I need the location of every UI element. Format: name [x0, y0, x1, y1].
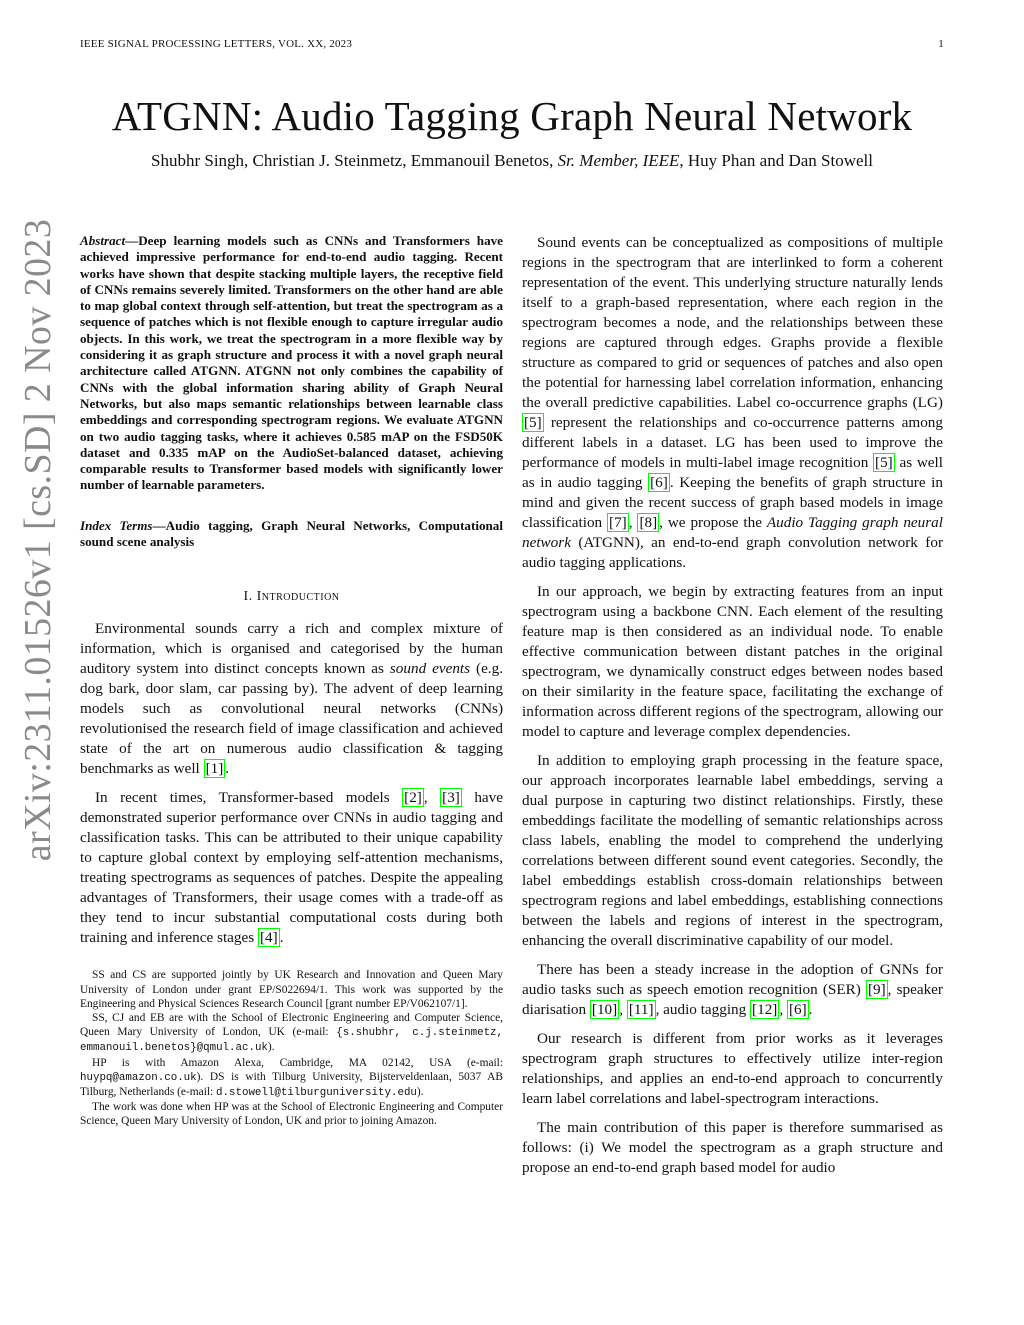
citation-link[interactable]: [4] [259, 929, 278, 947]
citation-link[interactable]: [5] [524, 414, 542, 431]
body-paragraph-5: Our research is different from prior works as it leverages spectrogram graph structures to effectively utilize inter-region relationships, and applies an end-to-end approach to concurrently learn label correlations and label-spectrogram interactions. [522, 1030, 943, 1107]
paper-title: ATGNN: Audio Tagging Graph Neural Network [111, 93, 913, 139]
page-number: 1 [938, 38, 944, 50]
abstract [80, 233, 503, 494]
citation-link[interactable]: [6] [788, 1001, 807, 1018]
citation-link[interactable]: [6] [650, 474, 668, 491]
left-column [80, 233, 503, 1129]
citation-link[interactable]: [1] [205, 760, 224, 778]
arxiv-identifier-stamp: arXiv:2311.01526v1 [cs.SD] 2 Nov 2023 [17, 218, 59, 862]
citation-link[interactable]: [8] [639, 514, 658, 531]
body-paragraph-1: Sound events can be conceptualized as compositions of multiple regions in the spectrogram that are interlinked to form a coherent representation of the event. This underlying structure naturally lends itself to a graph-based representation, where each region in the spectrogram becomes a node, and the relationships between these regions are captured through edges. Graphs provide a flexible structure as compared to grid or sequences of patches and also open the potential for harnessing label correlation information, enhancing the overall predictive capabilities. Label co-occurrence graphs (LG) [5] represent the relationships and co-occurrence patterns among different labels in a dataset. LG has been used to improve the performance of models in multi-label image recognition [5] as well as in audio tagging [6] . Keeping the benefits of graph structure in mind and given the recent success of graph based models in image classification [7] , [8] , we propose the Audio Tagging graph neural network (ATGNN), an end-to-end graph convolution network for audio tagging applications. [522, 234, 943, 571]
body-paragraph-4: There has been a steady increase in the adoption of GNNs for audio tasks such as speech emotion recognition (SER) [9] , speaker diarisation [10] , [11] , audio tagging [12] , [6] . [522, 961, 943, 1018]
index-terms-label: Index Terms [80, 517, 153, 533]
citation-link[interactable]: [12] [752, 1001, 778, 1018]
citation-link[interactable]: [10] [591, 1001, 618, 1018]
running-header: IEEE SIGNAL PROCESSING LETTERS, VOL. XX, 2023 [80, 38, 353, 50]
abstract-text: —Deep learning models such as CNNs and Transformers have achieved impressive performance for end-to-end audio tagging. Recent works have shown that despite stacking multiple layers, the receptive field of CNNs remains severely limited. Transformers on the other hand are able to map global context through self-attention, but treat the spectrogram as a sequence of patches which is not flexible enough to capture irregular audio objects. In this work, we treat the spectrogram in a more flexible way by considering it as graph structure and process it with a novel graph neural architecture called ATGNN. ATGNN not only combines the capability of CNNs with the global information sharing ability of Graph Neural Networks, but also maps semantic relationships between learnable class embeddings and corresponding spectrogram regions. We evaluate ATGNN on two audio tagging tasks, where it achieves 0.585 mAP on the FSD50K dataset and 0.335 mAP on the AudioSet-balanced dataset, achieving comparable results to Transformer based models with significantly lower number of learnable parameters. [80, 233, 503, 493]
body-paragraph-3: In addition to employing graph processing in the feature space, our approach incorporates learnable label embeddings, serving a dual purpose in capturing two distinct relationships. Firstly, these embeddings facilitate the modelling of semantic relationships across class labels, enabling the model to comprehend the underlying correlations between different sound event categories. Secondly, the label embeddings establish cross-domain relationships between spectrogram regions and label embeddings, establishing connections between the labels and regions of interest in the spectrogram, enhancing the overall discriminative capability of our model. [522, 752, 943, 949]
email-address[interactable]: huypq@amazon.co.uk [80, 1071, 197, 1084]
body-paragraph-2: In our approach, we begin by extracting features from an input spectrogram using a backbone CNN. Each element of the resulting feature map is then considered as an individual node. To enable effective communication between distant patches in the original spectrogram, we dynamically construct edges between nodes based on their similarity in the feature space, facilitating the exchange of information across different regions of the spectrogram, allowing our model to capture and leverage complex dependencies. [522, 583, 943, 740]
footnotes [80, 968, 503, 1128]
section-heading-introduction: I. Introduction [243, 589, 340, 605]
citation-link[interactable]: [2] [404, 789, 422, 807]
citation-link[interactable]: [5] [875, 454, 893, 471]
citation-link[interactable]: [9] [867, 981, 886, 998]
author-membership: Sr. Member, IEEE [557, 151, 680, 170]
email-address[interactable]: {s.shubhr, c.j.steinmetz, emmanouil.benetos}@qmul.ac.uk [80, 1027, 504, 1055]
footnote-funding: SS and CS are supported jointly by UK Research and Innovation and Queen Mary University of London under grant EP/S022694/1. This work was supported by the Engineering and Physical Sciences Research Council [grant number EP/V062107/1]. [80, 969, 503, 1010]
author-list: Shubhr Singh, Christian J. Steinmetz, Emmanouil Benetos, Sr. Member, IEEE, Huy Phan and Dan Stowell [151, 151, 873, 170]
citation-link[interactable]: [11] [628, 1001, 654, 1018]
footnote-affiliation-amazon-tilburg: HP is with Amazon Alexa, Cambridge, MA 02142, USA (e-mail: huypq@amazon.co.uk). DS is with Tilburg University, Bijsterveldenlaan, 5037 AB Tilburg, Netherlands (e-mail: d.stowell@tilburguniversity.edu). [80, 1056, 503, 1099]
body-paragraph-6: The main contribution of this paper is therefore summarised as follows: (i) We model the spectrogram as a graph structure and propose an end-to-end graph based model for audio [522, 1119, 943, 1176]
email-address[interactable]: d.stowell@tilburguniversity.edu [216, 1086, 417, 1099]
index-terms [80, 518, 503, 551]
abstract-label: Abstract [80, 233, 126, 248]
intro-paragraph-1: Environmental sounds carry a rich and complex mixture of information, which is organised and categorised by the human auditory system into distinct concepts known as sound events (e.g. dog bark, door slam, car passing by). The advent of deep learning models such as convolutional neural networks (CNNs) revolutionised the research field of image classification and achieved state of the art on numerous audio classification & tagging benchmarks as well [1] . [80, 620, 503, 778]
index-terms-text: —Audio tagging, Graph Neural Networks, Computational sound scene analysis [80, 517, 503, 550]
intro-paragraph-2: In recent times, Transformer-based models [2] , [3] have demonstrated superior performance over CNNs in audio tagging and classification tasks. This can be attributed to their unique capability to capture global context by employing self-attention mechanisms, treating spectrograms as sequences of patches. Despite the appealing advantages of Transformers, their usage comes with a trade-off as they tend to incur substantial computational costs during both training and inference stages [4] . [80, 789, 504, 947]
right-column [522, 233, 943, 1187]
footnote-work-note: The work was done when HP was at the School of Electronic Engineering and Computer Science, Queen Mary University of London, UK and prior to joining Amazon. [80, 1101, 503, 1128]
footnote-affiliation-qmul: SS, CJ and EB are with the School of Electronic Engineering and Computer Science, Queen Mary University of London, UK (e-mail: {s.shubhr, c.j.steinmetz, emmanouil.benetos}@qmul.ac.uk). [80, 1011, 504, 1055]
citation-link[interactable]: [7] [609, 514, 627, 531]
citation-link[interactable]: [3] [442, 789, 460, 807]
